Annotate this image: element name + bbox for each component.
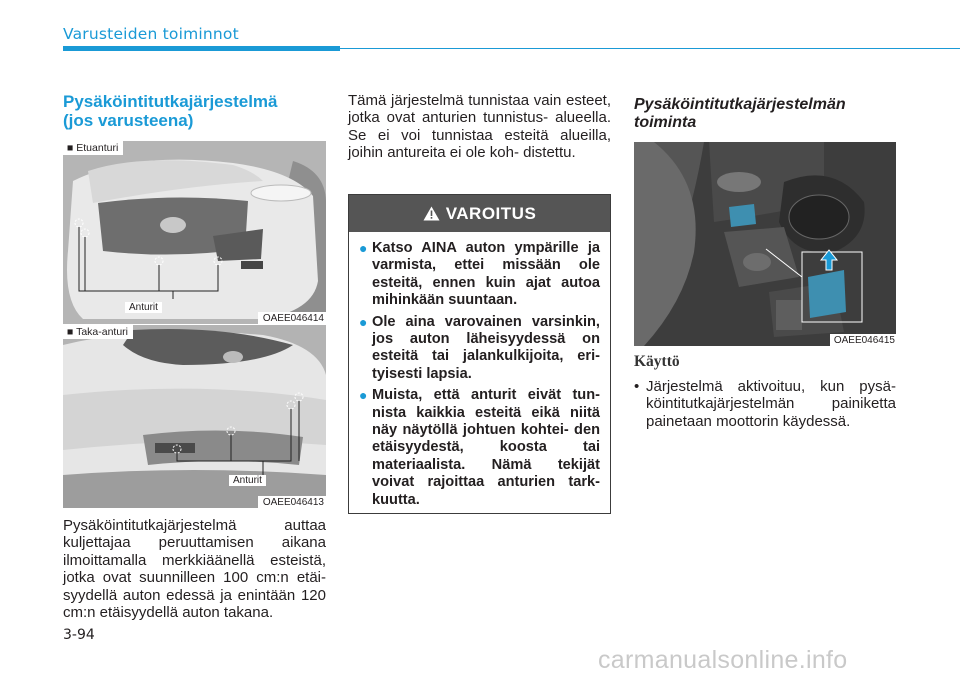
text-line: distettu. xyxy=(523,144,576,162)
warning-item xyxy=(359,314,600,384)
text-line: alueella. Se ei voi tunnistaa esteitä xyxy=(348,109,612,144)
text-line: Ole aina varovainen varsinkin, xyxy=(372,313,600,330)
text-line: materiaalista. Nämä tekijät xyxy=(372,456,600,473)
rear-figure-code: OAEE046413 xyxy=(258,496,326,508)
text-line: esteitä tai jalankulkijoita, eri- xyxy=(372,348,600,365)
text-line: Muista, että anturit eivät tun- xyxy=(372,387,600,404)
rear-sensors-label: Anturit xyxy=(229,475,266,486)
text-line: esteet, jotka ovat anturien tunnistus- xyxy=(348,92,612,127)
header-rule-accent xyxy=(63,46,340,51)
heading-line: toiminta xyxy=(634,114,697,131)
operation-heading xyxy=(634,96,896,132)
bullet-dot-icon: ● xyxy=(359,240,368,256)
text-line: ja varmista, ettei missään ole xyxy=(372,240,600,274)
text-line: jotka ovat suunnilleen 100 cm:n etäi- xyxy=(63,569,326,587)
warning-list xyxy=(349,232,610,509)
parking-sensor-heading xyxy=(63,92,323,130)
console-figure-code: OAEE046415 xyxy=(830,334,896,346)
front-sensor-tag: ■ Etuanturi xyxy=(63,141,123,155)
usage-subheading: Käyttö xyxy=(634,353,680,370)
text-line: alueilla, joihin antureita ei ole koh- xyxy=(348,126,611,162)
bullet-dot-icon: ● xyxy=(359,387,368,404)
warning-triangle-icon xyxy=(423,206,440,221)
text-line: painetaan moottorin käydessä. xyxy=(646,412,851,430)
page-number: 3-94 xyxy=(63,627,95,643)
bullet-text xyxy=(634,378,896,430)
front-sensor-figure xyxy=(63,141,326,324)
text-line: den etäisyydestä, koosta tai xyxy=(372,422,600,456)
text-line: kuljettajaa peruuttamisen aikana xyxy=(63,534,326,552)
watermark: carmanualsonline.info xyxy=(598,646,848,674)
text-line: Pysäköintitutkajärjestelmä auttaa xyxy=(63,517,326,534)
console-illustration xyxy=(634,142,896,346)
warning-item xyxy=(359,240,600,310)
warning-item xyxy=(359,387,600,509)
text-line: köintitutkajärjestelmän painiketta xyxy=(646,395,896,413)
text-line: ilmoittamalla merkkiäänellä esteistä, xyxy=(63,551,326,569)
detection-paragraph xyxy=(348,92,611,162)
rear-car-illustration xyxy=(63,325,326,508)
text-line: jos auton läheisyydessä on xyxy=(372,331,600,348)
warning-box xyxy=(348,194,611,514)
section-title: Varusteiden toiminnot xyxy=(63,25,239,43)
text-line: voivat rajoittaa anturien tark- xyxy=(372,474,600,491)
warning-title: VAROITUS xyxy=(445,203,537,223)
text-line: esteitä, ennen kuin ajat autoa xyxy=(372,274,600,291)
text-line: syydellä auton edessä ja enintään xyxy=(63,586,296,604)
rear-sensor-tag: ■ Taka-anturi xyxy=(63,325,133,339)
front-sensors-label: Anturit xyxy=(125,302,162,313)
heading-line: (jos varusteena) xyxy=(63,111,194,130)
text-line: nista kaikkia esteitä eikä niitä xyxy=(372,404,600,421)
rear-sensor-figure xyxy=(63,325,326,508)
intro-paragraph xyxy=(63,517,326,621)
console-figure xyxy=(634,142,896,346)
text-line: 120 cm:n etäisyydellä auton takana. xyxy=(63,586,326,622)
header-rule-thin xyxy=(340,48,960,49)
bullet-dot-icon: ● xyxy=(359,313,368,330)
bullet-dot-icon: • xyxy=(634,378,640,395)
activation-bullet xyxy=(634,378,896,430)
warning-header xyxy=(349,195,610,232)
front-car-illustration xyxy=(63,141,326,324)
text-line: kuutta. xyxy=(372,491,420,508)
text-line: Järjestelmä aktivoituu, kun pysä- xyxy=(646,378,896,395)
heading-line: Pysäköintitutkajärjestelmän xyxy=(634,96,846,113)
text-line: mihinkään suuntaan. xyxy=(372,292,518,309)
text-line: tyisesti lapsia. xyxy=(372,365,472,382)
text-line: Katso AINA auton ympärille xyxy=(372,240,579,256)
text-line: näy näytöllä johtuen kohtei- xyxy=(372,422,569,439)
heading-line: Pysäköintitutkajärjestelmä xyxy=(63,92,278,111)
front-figure-code: OAEE046414 xyxy=(258,312,326,324)
text-line: Tämä järjestelmä tunnistaa vain xyxy=(348,92,562,109)
